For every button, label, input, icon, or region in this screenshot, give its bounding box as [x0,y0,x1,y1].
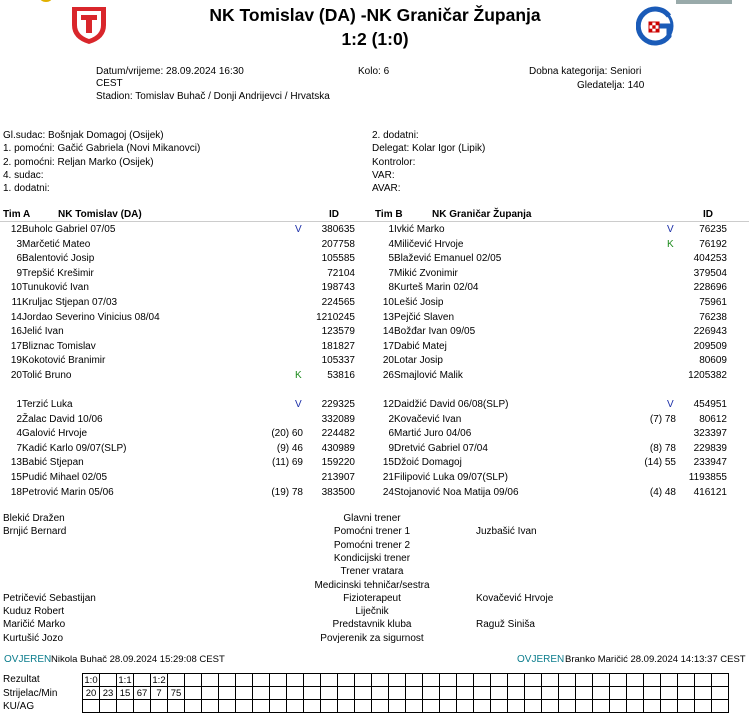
result-cell [678,674,695,687]
player-number: 4 [388,238,394,250]
captain-mark: K [295,370,302,381]
player-id: 404253 [693,253,727,265]
player-name: Jordao Severino Vinicius 08/04 [22,311,160,323]
official-line: 2. pomoćni: Reljan Marko (Osijek) [3,156,154,168]
match-datetime: Datum/vrijeme: 28.09.2024 16:30 [96,66,244,77]
player-number: 18 [10,486,22,498]
result-cell [491,674,508,687]
player-name: Galović Hrvoje [22,428,88,440]
player-name: Lotar Josip [394,355,443,367]
player-id: 1193855 [688,472,727,483]
goalkeeper-mark: V [667,399,674,410]
match-timezone: CEST [96,78,123,89]
result-cell [440,700,457,713]
substitution-info: (11) 69 [272,457,303,469]
player-name: Kovačević Ivan [394,413,462,425]
result-cell [525,700,542,713]
result-cell [185,687,202,700]
staff-role: Pomoćni trener 1 [333,526,411,538]
player-name: Ivkić Marko [394,224,445,235]
player-number: 11 [11,297,22,308]
result-cell [491,687,508,700]
player-id: 207758 [321,238,355,250]
player-number: 9 [388,442,394,454]
result-cell [423,687,440,700]
result-cell [117,700,134,713]
match-round: Kolo: 6 [358,66,390,77]
player-id: 224565 [321,297,355,308]
result-cell [338,674,355,687]
result-cell [695,687,712,700]
result-cell [474,674,491,687]
result-cell [338,700,355,713]
result-cell [355,687,372,700]
player-id: 323397 [693,428,727,440]
substitution-info: (9) 46 [276,442,303,454]
player-number: 7 [16,442,22,454]
result-cell [100,674,117,687]
player-number: 1 [16,399,22,410]
result-cell: 67 [134,687,151,700]
result-cell [661,700,678,713]
result-cell: 1:2 [152,674,166,686]
substitution-info: (4) 48 [649,486,676,498]
player-name: Tolić Bruno [22,370,72,381]
player-number: 8 [388,282,394,294]
staff-role: Fizioterapeut [343,592,401,604]
home-club-crest [68,3,110,45]
team-a-name: NK Tomislav (DA) [58,209,142,220]
goalkeeper-mark: V [295,224,302,235]
official-line: Gl.sudac: Bošnjak Domagoj (Osijek) [3,130,164,141]
player-id: 76238 [699,311,727,323]
official-line: Delegat: Kolar Igor (Lipik) [372,143,486,155]
result-cell [355,674,372,687]
player-name: Pejčić Slaven [394,311,455,323]
official-line: 4. sudac: [3,169,44,181]
official-line: 1. dodatni: [3,183,50,195]
team-a-label: Tim A [3,209,31,220]
result-cell [406,700,423,713]
result-cell [321,687,338,700]
result-cell [593,674,610,687]
official-line: AVAR: [372,183,401,195]
player-number: 9 [16,267,22,279]
ku-ag-label: KU/AG [3,701,35,712]
player-id: 105585 [321,253,355,265]
player-id: 80612 [699,413,727,425]
result-cell [440,687,457,700]
home-verified-label: OVJEREN [4,654,52,665]
substitution-info: (14) 55 [644,457,676,469]
player-number: 15 [10,472,22,483]
player-name: Petrović Marin 05/06 [22,486,114,498]
result-cell [83,700,100,713]
result-cell: 75 [168,687,185,700]
age-category: Dobna kategorija: Seniori [529,66,642,77]
player-number: 6 [16,253,22,265]
player-id: 181827 [321,340,355,352]
result-table [82,673,729,713]
top-right-logo-fragment [676,0,732,4]
player-number: 20 [10,370,22,381]
result-cell [253,700,270,713]
result-cell [457,700,474,713]
player-name: Martić Juro 04/06 [394,428,472,440]
player-id: 380635 [321,224,355,235]
result-cell [712,674,729,687]
staff-role: Pomoćni trener 2 [333,539,411,551]
result-cell [542,674,559,687]
player-name: Marčetić Mateo [22,238,91,250]
staff-role: Glavni trener [343,513,401,524]
player-name: Balentović Josip [22,253,95,265]
result-cell [423,674,440,687]
result-cell [202,674,219,687]
result-cell [304,674,321,687]
result-cell [372,674,389,687]
substitution-info: (20) 60 [271,428,303,440]
result-cell [406,674,423,687]
player-number: 13 [10,457,22,469]
player-number: 21 [382,472,394,483]
player-number: 13 [382,311,394,323]
player-number: 10 [10,282,22,294]
result-cell [423,700,440,713]
player-name: Smajlović Malik [394,370,463,381]
result-cell [287,687,304,700]
player-id: 228696 [693,282,727,294]
player-name: Lešić Josip [394,297,444,308]
scorer-label: Strijelac/Min [3,688,58,699]
result-cell [678,700,695,713]
result-cell [236,674,253,687]
player-name: Miličević Hrvoje [394,238,464,250]
player-id: 383500 [321,486,355,498]
player-name: Buholc Gabriel 07/05 [22,224,116,235]
result-cell [219,687,236,700]
player-id: 233947 [693,457,727,469]
result-cell [542,700,559,713]
player-id: 416121 [693,486,727,498]
player-id: 332089 [321,413,355,425]
result-cell [202,687,219,700]
result-cell [610,687,627,700]
result-cell [508,687,525,700]
player-name: Dretvić Gabriel 07/04 [394,442,488,454]
top-left-logo-fragment [40,0,52,2]
player-id: 1210245 [316,311,355,323]
player-number: 10 [382,297,394,308]
player-name: Tunuković Ivan [22,282,89,294]
result-cell [457,674,474,687]
result-cell [168,700,185,713]
result-cell [695,700,712,713]
result-cell [372,700,389,713]
result-cell [661,674,678,687]
away-staff-name: Kovačević Hrvoje [476,592,554,604]
result-cell [287,700,304,713]
result-cell [134,674,151,687]
result-cell [185,700,202,713]
substitution-info: (19) 78 [271,486,303,498]
player-number: 2 [16,413,22,425]
result-cell [151,700,168,713]
result-cell [219,674,236,687]
result-cell [508,700,525,713]
match-title: NK Tomislav (DA) -NK Graničar Županja [209,5,541,25]
player-number: 24 [382,486,394,498]
team-b-label: Tim B [375,209,403,220]
result-row [83,700,729,713]
player-number: 6 [388,428,394,440]
player-id: 430989 [321,442,355,454]
player-number: 14 [382,326,394,338]
home-staff-name: Maričić Marko [3,619,66,631]
staff-role: Trener vratara [340,566,404,578]
result-cell [321,674,338,687]
player-id: 72104 [327,267,355,279]
result-cell [559,674,576,687]
team-a-id-header: ID [329,209,339,220]
player-id: 159220 [321,457,355,469]
player-number: 20 [382,355,394,367]
result-cell [389,687,406,700]
player-name: Daidžić David 06/08(SLP) [394,399,509,410]
player-number: 3 [16,238,22,250]
result-cell [712,700,729,713]
result-cell [644,700,661,713]
official-line: 2. dodatni: [372,130,419,141]
result-cell [304,687,321,700]
away-verified-text: Branko Maričić 28.09.2024 14:13:37 CEST [565,654,746,665]
result-cell [508,674,525,687]
player-number: 15 [382,457,394,469]
result-cell: 15 [117,687,134,700]
home-staff-name: Blekić Dražen [3,513,65,524]
result-cell: 1:1 [118,674,132,686]
player-name: Jelić Ivan [22,326,64,338]
result-cell [270,700,287,713]
team-b-name: NK Graničar Županja [432,209,532,220]
result-cell [304,700,321,713]
result-cell [287,674,304,687]
result-cell [253,674,270,687]
player-id: 76192 [699,238,727,250]
player-id: 105337 [321,355,355,367]
home-staff-name: Kurtušić Jozo [3,632,64,644]
result-cell [712,687,729,700]
player-name: Kurteš Marin 02/04 [394,282,479,294]
official-line: 1. pomoćni: Gačić Gabriela (Novi Mikanovci) [3,143,201,155]
goalkeeper-mark: V [667,224,674,235]
match-score: 1:2 (1:0) [341,29,409,49]
result-cell [355,700,372,713]
player-number: 14 [10,311,22,323]
player-number: 2 [388,413,394,425]
result-cell [661,687,678,700]
result-cell [389,674,406,687]
result-cell [219,700,236,713]
result-cell [253,687,270,700]
result-cell [202,700,219,713]
result-cell [627,674,644,687]
player-number: 5 [388,253,394,265]
player-name: Mikić Zvonimir [394,267,458,279]
player-id: 1205382 [688,370,727,381]
result-cell [644,687,661,700]
player-id: 213907 [321,472,355,483]
result-cell [695,674,712,687]
player-name: Pudić Mihael 02/05 [22,472,108,483]
result-cell [372,687,389,700]
result-cell [678,687,695,700]
player-number: 12 [10,224,22,235]
player-name: Filipović Luka 09/07(SLP) [394,472,508,483]
result-cell [236,687,253,700]
staff-role: Predstavnik kluba [332,619,412,631]
home-staff-name: Brnjić Bernard [3,526,67,538]
result-cell [576,674,593,687]
home-staff-name: Petričević Sebastijan [3,592,96,604]
home-staff-name: Kuduz Robert [3,606,65,618]
player-id: 123579 [321,326,355,338]
player-name: Džoić Domagoj [394,457,462,469]
goalkeeper-mark: V [295,399,302,410]
player-id: 198743 [321,282,355,294]
result-cell [593,700,610,713]
result-cell [100,700,117,713]
result-cell [321,700,338,713]
player-number: 17 [382,340,394,352]
player-id: 75961 [699,297,727,308]
player-name: Babić Stjepan [22,457,84,469]
player-id: 229325 [321,399,355,410]
result-cell [389,700,406,713]
player-name: Kruljac Stjepan 07/03 [22,297,118,308]
player-name: Dabić Matej [394,340,447,352]
result-cell [576,687,593,700]
substitution-info: (8) 78 [649,442,676,454]
player-number: 17 [10,340,22,352]
home-verified-text: Nikola Buhač 28.09.2024 15:29:08 CEST [51,654,225,665]
player-id: 454951 [693,399,727,410]
result-label: Rezultat [3,674,40,685]
team-b-id-header: ID [703,209,713,220]
player-number: 12 [382,399,394,410]
player-name: Blažević Emanuel 02/05 [394,253,502,265]
result-cell [406,687,423,700]
result-cell [134,700,151,713]
result-cell [270,674,287,687]
result-cell [270,687,287,700]
player-number: 4 [16,428,22,440]
player-id: 53816 [327,370,355,381]
player-id: 226943 [693,326,727,338]
result-cell [610,700,627,713]
player-id: 80609 [699,355,727,367]
result-cell [525,687,542,700]
result-cell [338,687,355,700]
result-cell [627,687,644,700]
result-cell [644,674,661,687]
player-number: 16 [10,326,22,338]
result-cell [474,700,491,713]
result-row [83,674,729,687]
official-line: VAR: [372,169,395,181]
result-cell [610,674,627,687]
result-cell: 20 [83,687,100,700]
player-name: Žalac David 10/06 [22,413,103,425]
substitution-info: (7) 78 [649,413,676,425]
player-id: 76235 [699,224,727,235]
result-cell [559,700,576,713]
player-name: Bliznac Tomislav [22,340,96,352]
result-cell [542,687,559,700]
player-id: 229839 [693,442,727,454]
official-line: Kontrolor: [372,156,416,168]
spectators: Gledatelja: 140 [577,80,645,91]
player-number: 19 [10,355,22,367]
staff-role: Kondicijski trener [333,552,411,564]
result-cell [185,674,202,687]
staff-role: Liječnik [355,606,389,618]
result-cell [576,700,593,713]
away-verified-label: OVJEREN [517,654,565,665]
staff-role: Medicinski tehničar/sestra [314,579,430,591]
result-cell [236,700,253,713]
staff-role: Povjerenik za sigurnost [320,632,424,644]
result-cell [440,674,457,687]
result-cell [491,700,508,713]
player-name: Terzić Luka [22,399,73,410]
player-name: Kokotović Branimir [22,355,106,367]
player-name: Božđar Ivan 09/05 [394,326,476,338]
away-club-crest [636,6,674,46]
result-cell: 7 [151,687,168,700]
result-cell: 23 [100,687,117,700]
player-id: 209509 [693,340,727,352]
player-number: 1 [388,224,394,235]
result-cell: 1:0 [84,674,98,686]
player-number: 7 [388,267,394,279]
away-staff-name: Raguž Siniša [476,619,535,631]
player-name: Kadić Karlo 09/07(SLP) [22,442,127,454]
result-cell [627,700,644,713]
result-row [83,687,729,700]
player-id: 224482 [321,428,355,440]
result-cell [457,687,474,700]
player-id: 379504 [693,267,727,279]
result-cell [474,687,491,700]
away-staff-name: Juzbašić Ivan [476,526,537,538]
player-name: Stojanović Noa Matija 09/06 [394,486,519,498]
result-cell [559,687,576,700]
result-cell [168,674,185,687]
player-number: 26 [382,370,394,381]
result-cell [525,674,542,687]
player-name: Trepšić Krešimir [22,267,94,279]
team-header-divider [0,221,749,222]
result-cell [593,687,610,700]
captain-mark: K [667,238,674,250]
match-stadium: Stadion: Tomislav Buhač / Donji Andrijevci / Hrvatska [96,91,330,102]
